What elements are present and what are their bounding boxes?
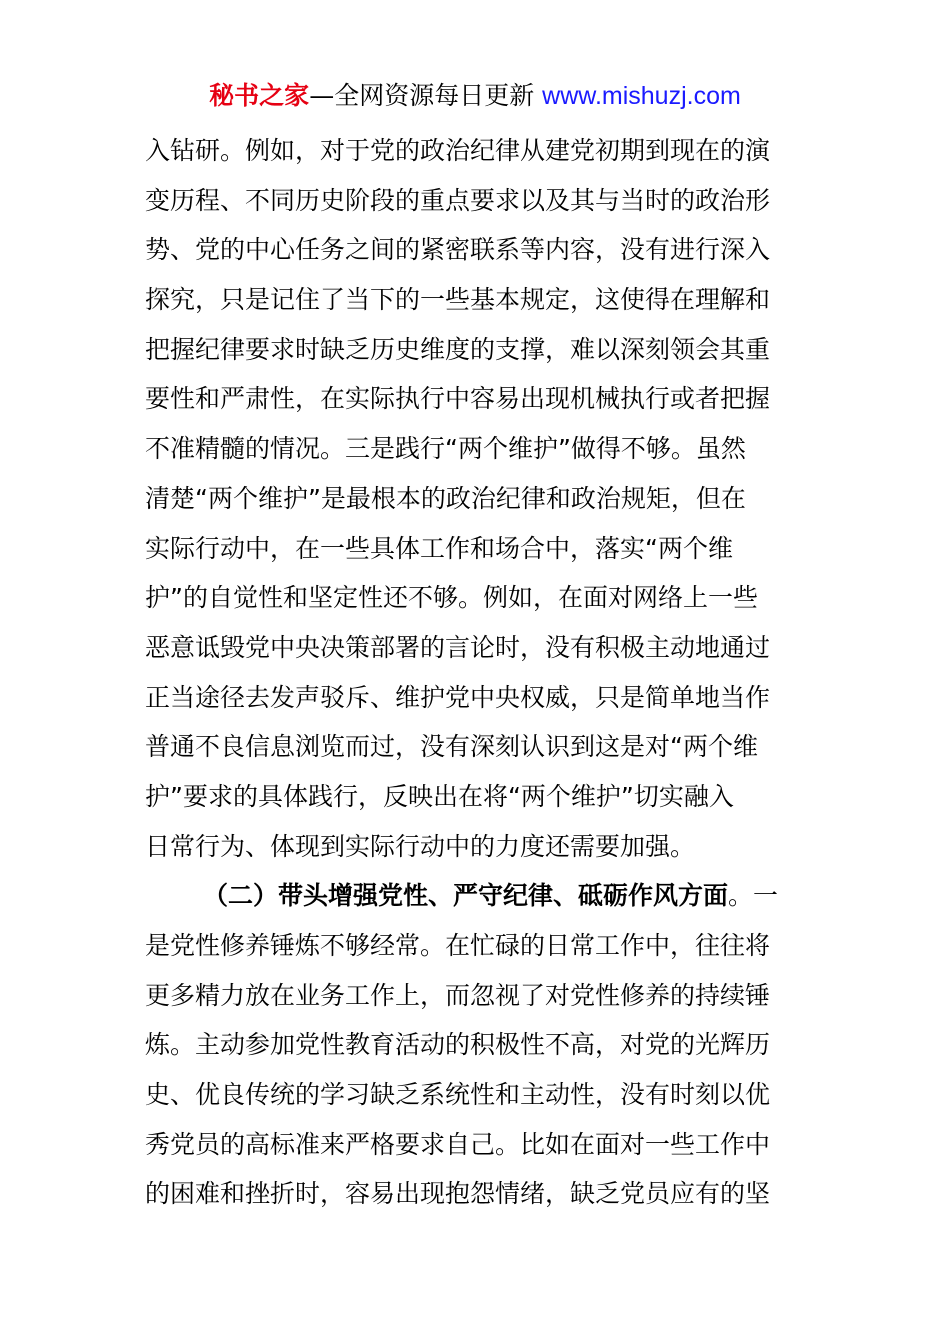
text-line: 势、党的中心任务之间的紧密联系等内容，没有进行深入	[145, 235, 771, 265]
section-heading-line	[145, 871, 810, 921]
text-line: 不准精髓的情况。三是践行“两个维护”做得不够。虽然	[145, 434, 746, 464]
text-line: 恶意诋毁党中央决策部署的言论时，没有积极主动地通过	[145, 632, 771, 662]
text-line: 护”的自觉性和坚定性还不够。例如，在面对网络上一些	[145, 583, 758, 613]
text-line: 普通不良信息浏览而过，没有深刻认识到这是对“两个维	[145, 732, 758, 762]
text-line: 是党性修养锤炼不够经常。在忙碌的日常工作中，往往将	[145, 931, 771, 960]
text-line: 护”要求的具体践行，反映出在将“两个维护”切实融入	[145, 781, 734, 811]
text-line: 更多精力放在业务工作上，而忽视了对党性修养的持续锤	[145, 980, 771, 1010]
text-line: 史、优良传统的学习缺乏系统性和主动性，没有时刻以优	[145, 1080, 771, 1110]
text-line: 把握纪律要求时缺乏历史维度的支撑，难以深刻领会其重	[145, 334, 771, 364]
brand-name: 秘书之家	[209, 81, 310, 110]
text-line: 探究，只是记住了当下的一些基本规定，这使得在理解和	[145, 285, 771, 315]
text-line: 入钻研。例如，对于党的政治纪律从建党初期到现在的演	[145, 136, 771, 165]
section-heading: （二）带头增强党性、严守纪律、砥砺作风方面	[203, 881, 729, 911]
section-heading-tail: 。一	[728, 881, 779, 911]
page-header	[0, 78, 950, 114]
text-line: 日常行为、体现到实际行动中的力度还需要加强。	[145, 831, 696, 861]
text-line: 秀党员的高标准来严格要求自己。比如在面对一些工作中	[145, 1129, 771, 1159]
header-tagline: —全网资源每日更新	[309, 81, 535, 110]
text-line: 清楚“两个维护”是最根本的政治纪律和政治规矩，但在	[145, 483, 746, 513]
site-url-link[interactable]: www.mishuzj.com	[542, 82, 741, 110]
text-line: 实际行动中，在一些具体工作和场合中，落实“两个维	[145, 533, 733, 563]
text-line: 要性和严肃性，在实际执行中容易出现机械执行或者把握	[145, 384, 771, 414]
text-line: 正当途径去发声驳斥、维护党中央权威，只是简单地当作	[145, 682, 771, 712]
text-line: 的困难和挫折时，容易出现抱怨情绪，缺乏党员应有的坚	[145, 1179, 771, 1209]
text-line: 炼。主动参加党性教育活动的积极性不高，对党的光辉历	[145, 1030, 771, 1060]
text-line: 变历程、不同历史阶段的重点要求以及其与当时的政治形	[145, 185, 771, 215]
document-body	[145, 126, 810, 1219]
